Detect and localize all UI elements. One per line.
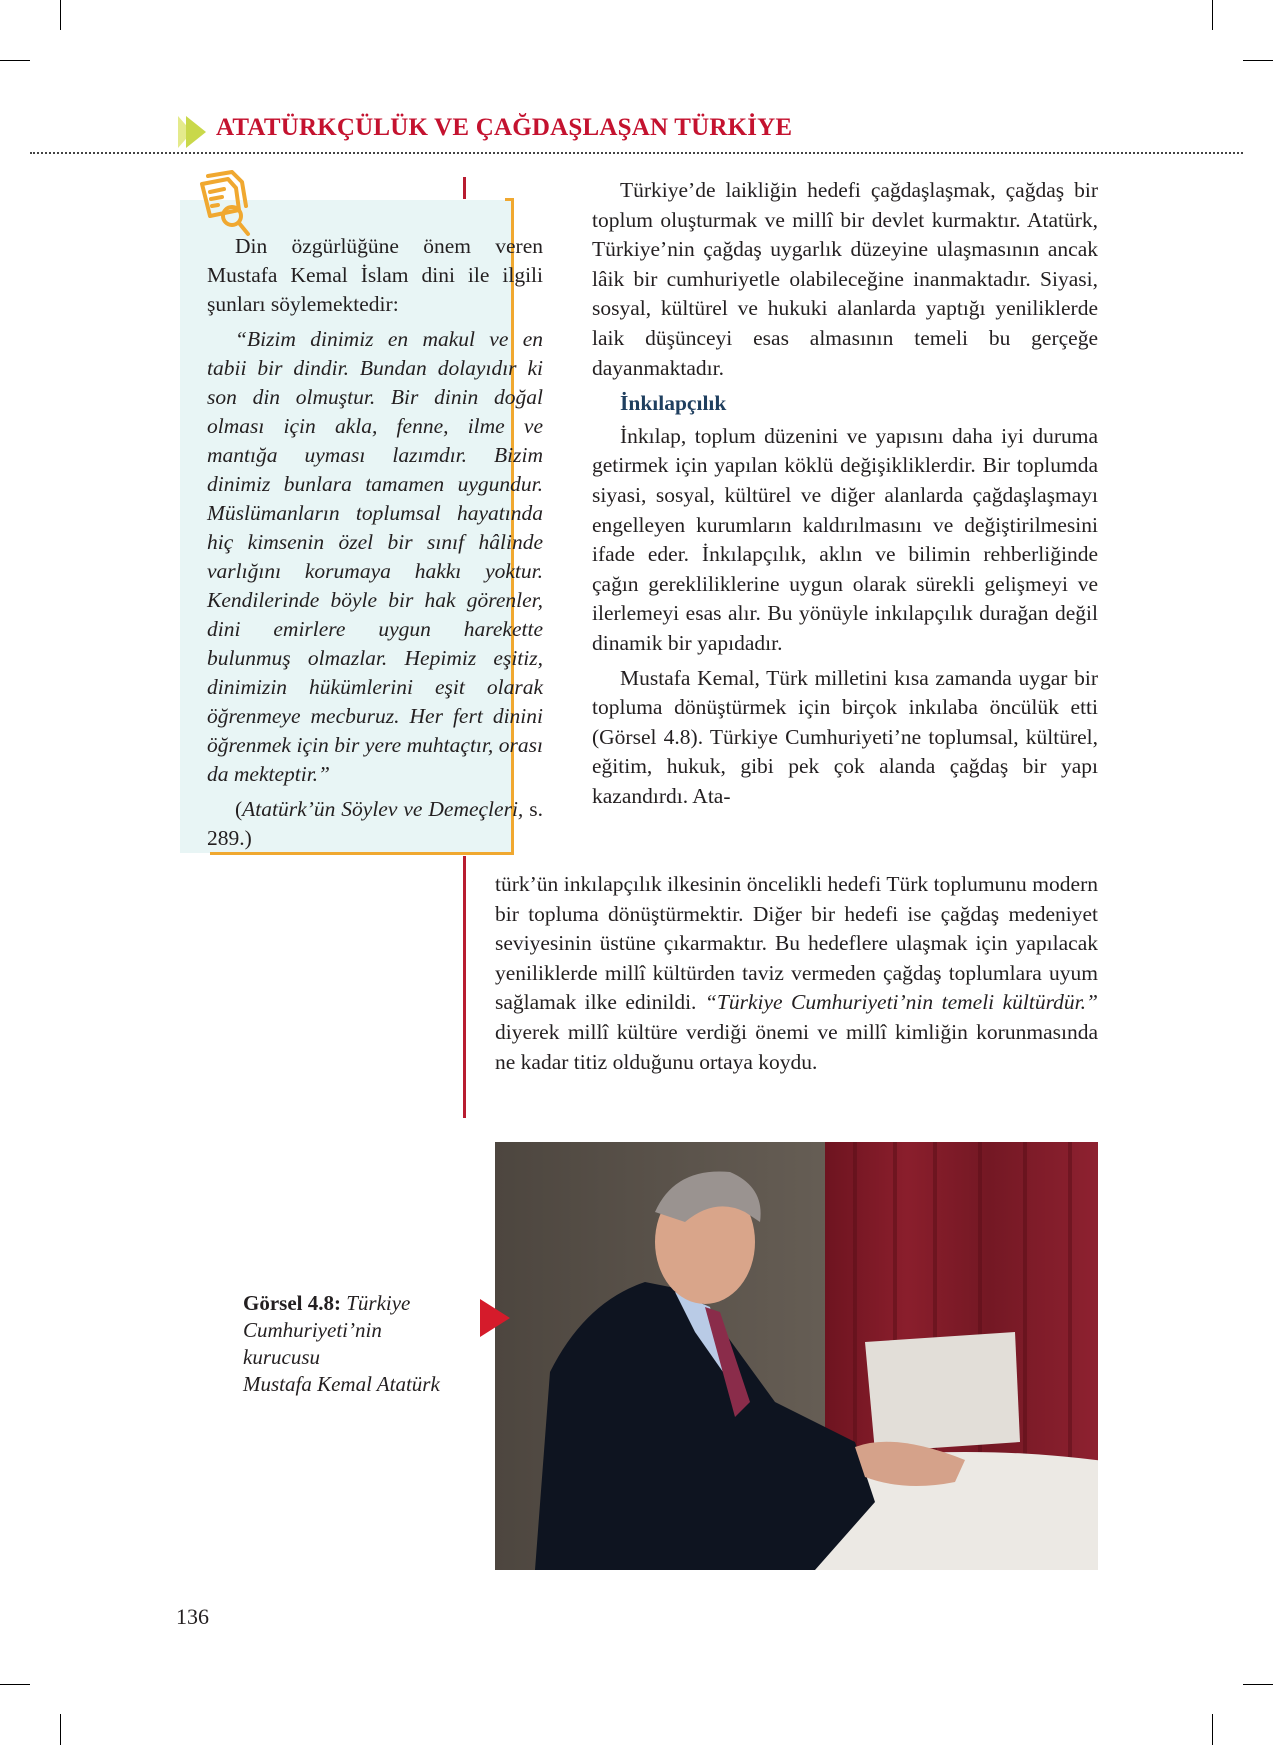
quote-source-title: Atatürk’ün Söylev ve Demeçleri, bbox=[242, 797, 524, 821]
crop-mark bbox=[1212, 1714, 1213, 1745]
double-chevron-right-icon bbox=[178, 116, 208, 148]
caption-pointer-triangle-icon bbox=[480, 1299, 510, 1337]
crop-mark bbox=[60, 1714, 61, 1745]
crop-mark bbox=[60, 0, 61, 30]
document-search-icon bbox=[196, 170, 254, 240]
red-margin-line bbox=[463, 177, 466, 199]
red-margin-line bbox=[463, 856, 466, 1118]
paragraph-laiklik: Türkiye’de laikliğin hedefi çağdaşlaşmak, çağdaş bir toplum oluşturmak ve millî bir devlet kurmaktır. Atatürk, Türkiye’nin çağdaş uygarlık düzeyine ulaşmasının ancak lâik bir cumhuriyetle olabileceğine inanmaktadır. Siyasi, sosyal, kültürel ve hukuki alanlarda yaptığı yeniliklerde laik düşünceyi esas almasının temeli bu gerçeğe dayanmaktadır. bbox=[592, 178, 1098, 380]
inline-quote: “Türkiye Cumhuriyeti’nin temeli kültürdür.” bbox=[704, 990, 1098, 1015]
figure-caption: Görsel 4.8: Türkiye Cumhuriyeti’nin kurucusu Mustafa Kemal Atatürk bbox=[243, 1291, 440, 1396]
paragraph-inkilap: İnkılap, toplum düzenini ve yapısını daha iyi duruma getirmek için yapılan köklü değişikliklerdir. Bir toplumda siyasi, sosyal, kültürel ve diğer alanlarda çağdaşlaşmayı engelleyen kurumların kaldırılmasını ve değiştirilmesini ifade eder. İnkılapçılık, aklın ve bilimin rehberliğinde çağın gerekliliklerine uygun olarak sürekli gelişmeyi ve ilerlemeyi esas alır. Bu yönüyle inkılapçılık durağan değil dinamik bir yapıdadır. bbox=[592, 423, 1098, 655]
quote-box-content bbox=[207, 232, 543, 853]
figure-label: Görsel 4.8: bbox=[243, 1291, 341, 1315]
header-dotted-divider bbox=[30, 152, 1243, 154]
ataturk-photo bbox=[495, 1142, 1098, 1570]
main-text-continuation bbox=[495, 870, 1098, 1077]
crop-mark bbox=[1243, 1684, 1273, 1685]
chapter-title: ATATÜRKÇÜLÜK VE ÇAĞDAŞLAŞAN TÜRKİYE bbox=[216, 114, 793, 141]
crop-mark bbox=[1243, 60, 1273, 61]
quote-box-top-border bbox=[505, 198, 514, 201]
section-heading-inkilapcilik: İnkılapçılık bbox=[620, 391, 727, 416]
main-text-column bbox=[592, 176, 1098, 811]
crop-mark bbox=[0, 1684, 30, 1685]
quote-intro: Din özgürlüğüne önem veren Mustafa Kemal İslam dini ile ilgili şunları söylemektedir: bbox=[207, 234, 543, 316]
quote-source: (Atatürk’ün Söylev ve Demeçleri, s. 289.) bbox=[207, 797, 543, 850]
crop-mark bbox=[0, 60, 30, 61]
paragraph-mustafa-kemal: Mustafa Kemal, Türk milletini kısa zamanda uygar bir topluma dönüştürmek için birçok inkılaba öncülük etti (Görsel 4.8). Türkiye Cumhuriyeti’ne toplumsal, kültürel, eğitim, hukuk, gibi pek çok alanda çağdaş bir yapı kazandırdı. Ata- bbox=[592, 665, 1098, 808]
crop-mark bbox=[1212, 0, 1213, 30]
page-number: 136 bbox=[176, 1604, 209, 1629]
ataturk-quote: “Bizim dinimiz en makul ve en tabii bir dindir. Bundan dolayıdır ki son din olmuştur. Bir dinin doğal olması için akla, fenne, ilme ve mantığa uyması lazımdır. Bizim dinimiz bunlara tamamen uygundur. Müslümanların toplumsal hayatında hiç kimsenin özel bir sınıf hâlinde varlığını korumaya hakkı yoktur. Kendilerinde böyle bir hak görenler, dini emirlere uygun harekette bulunmuş olmazlar. Hepimiz eşitiz, dinimizin hükümlerini eşit olarak öğrenmeye mecburuz. Her fert dinini öğrenmek için bir yere muhtaçtır, orası da mekteptir.” bbox=[207, 327, 543, 786]
paragraph-mustafa-kemal-continued: türk’ün inkılapçılık ilkesinin öncelikli hedefi Türk toplumunu modern bir topluma dönüştürmektir. Diğer bir hedefi ise çağdaş medeniyet seviyesinin üstüne çıkarmaktır. Bu hedeflere ulaşmak için yapılacak yeniliklerde millî kültürden taviz vermeden çağdaş toplumlara uyum sağlamak ilke edinildi. “Türkiye Cumhuriyeti’nin temeli kültürdür.” diyerek millî kültüre verdiği önemi ve millî kimliğin korunmasında ne kadar titiz olduğunu ortaya koydu. bbox=[495, 872, 1098, 1074]
